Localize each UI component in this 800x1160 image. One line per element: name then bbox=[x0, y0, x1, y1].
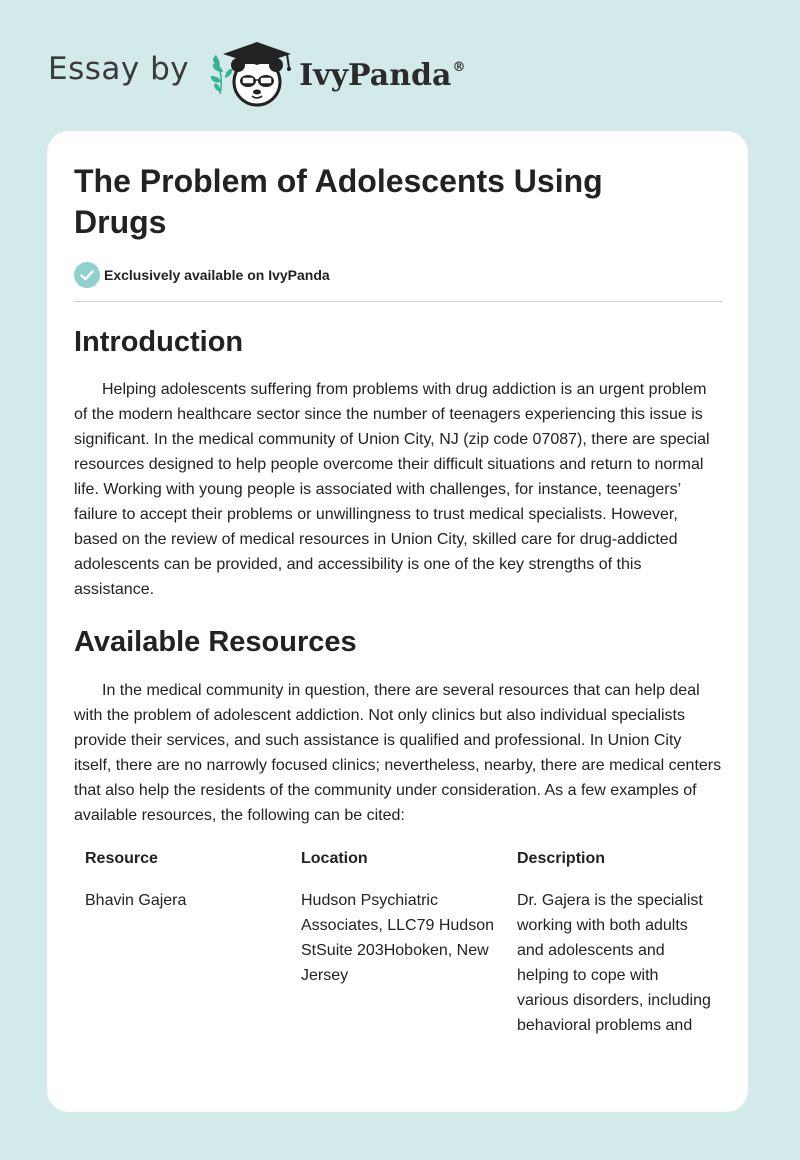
exclusive-badge bbox=[74, 262, 722, 288]
brand-prefix: Essay by bbox=[48, 51, 190, 87]
table-row bbox=[74, 888, 722, 1038]
brand-header bbox=[48, 38, 465, 108]
exclusive-badge-text: Exclusively available on IvyPanda bbox=[104, 267, 330, 283]
table-header-description: Description bbox=[517, 850, 606, 867]
table-cell-location: Hudson Psychiatric Associates, LLC79 Hudson StSuite 203Hoboken, New Jersey bbox=[301, 892, 494, 984]
section-heading-available-resources: Available Resources bbox=[74, 626, 357, 658]
article-card bbox=[47, 131, 748, 1112]
table-header-resource: Resource bbox=[85, 850, 158, 867]
table-cell-resource: Bhavin Gajera bbox=[85, 892, 187, 909]
table-header-location: Location bbox=[301, 850, 368, 867]
article-title: The Problem of Adolescents Using Drugs bbox=[74, 163, 603, 240]
table-header-row bbox=[74, 846, 722, 888]
article-body bbox=[74, 161, 722, 1038]
brand-name bbox=[299, 58, 465, 93]
table-cell-description: Dr. Gajera is the specialist working with both adults and adolescents and helping to cope with various disorders, including behavioral problems and bbox=[517, 892, 711, 1034]
brand-name-text: IvyPanda bbox=[299, 57, 452, 93]
section-heading-introduction: Introduction bbox=[74, 326, 244, 358]
registered-mark: ® bbox=[452, 59, 466, 75]
divider bbox=[74, 301, 722, 302]
available-resources-paragraph: In the medical community in question, there are several resources that can help deal with the problem of adolescent addiction. Not only clinics but also individual specialists provide their services, and such assistance is qualified and professional. In Union City itself, there are no narrowly focused clinics; nevertheless, nearby, there are medical centers that also help the residents of the community under consideration. As a few examples of available resources, the following can be cited: bbox=[74, 682, 722, 824]
panda-graduate-logo-icon bbox=[207, 38, 299, 108]
check-circle-icon bbox=[74, 262, 100, 288]
resources-table bbox=[74, 846, 722, 1038]
introduction-paragraph: Helping adolescents suffering from problems with drug addiction is an urgent problem of the modern healthcare sector since the number of teenagers experiencing this issue is significant. In the medical community of Union City, NJ (zip code 07087), there are special resources designed to help people overcome their difficult situations and return to normal life. Working with young people is associated with challenges, for instance, teenagers’ failure to accept their problems or unwillingness to trust medical specialists. However, based on the review of medical resources in Union City, skilled care for drug-addicted adolescents can be provided, and accessibility is one of the key strengths of this assistance. bbox=[74, 381, 710, 598]
